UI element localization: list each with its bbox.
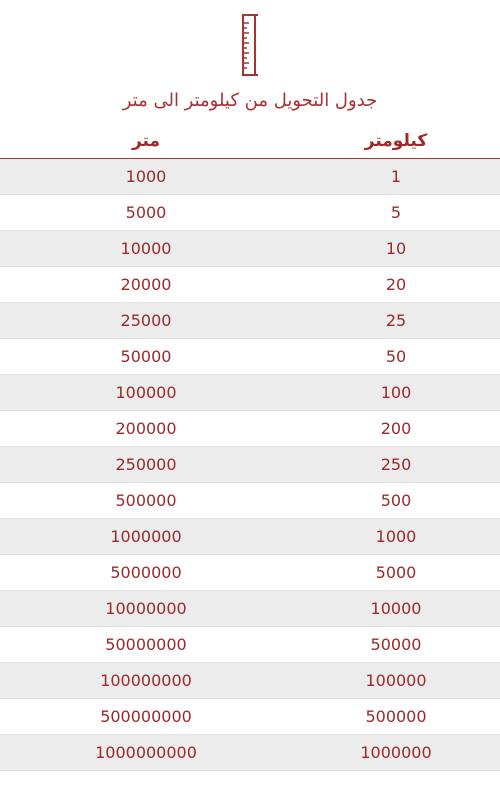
meter-cell: 50000000: [0, 627, 292, 663]
meter-cell: 1000: [0, 159, 292, 195]
header-icon-wrap: [0, 14, 500, 76]
meter-cell: 5000000: [0, 555, 292, 591]
column-header-meter: متر: [0, 123, 292, 159]
table-row: [0, 663, 500, 699]
km-cell: 100000: [292, 663, 500, 699]
table-row: [0, 411, 500, 447]
table-row: [0, 519, 500, 555]
header-row: [0, 123, 500, 159]
km-cell: 20: [292, 267, 500, 303]
km-cell: 10000: [292, 591, 500, 627]
meter-cell: 500000: [0, 483, 292, 519]
km-cell: 50: [292, 339, 500, 375]
km-cell: 5: [292, 195, 500, 231]
km-cell: 1000: [292, 519, 500, 555]
table-body: [0, 159, 500, 771]
page-title: جدول التحويل من كيلومتر الى متر: [122, 90, 378, 111]
table-row: [0, 735, 500, 771]
table-row: [0, 555, 500, 591]
ruler-icon: [240, 14, 260, 76]
table-row: [0, 447, 500, 483]
km-cell: 200: [292, 411, 500, 447]
table-row: [0, 483, 500, 519]
meter-cell: 1000000: [0, 519, 292, 555]
table-header: [0, 123, 500, 159]
table-row: [0, 591, 500, 627]
table-row: [0, 195, 500, 231]
table-row: [0, 627, 500, 663]
conversion-table: [0, 123, 500, 771]
column-header-kilometer: كيلومتر: [292, 123, 500, 159]
meter-cell: 25000: [0, 303, 292, 339]
meter-cell: 100000000: [0, 663, 292, 699]
table-row: [0, 159, 500, 195]
meter-cell: 200000: [0, 411, 292, 447]
km-cell: 5000: [292, 555, 500, 591]
meter-cell: 100000: [0, 375, 292, 411]
meter-cell: 20000: [0, 267, 292, 303]
km-cell: 1000000: [292, 735, 500, 771]
table-row: [0, 699, 500, 735]
km-cell: 50000: [292, 627, 500, 663]
km-cell: 100: [292, 375, 500, 411]
table-row: [0, 339, 500, 375]
meter-cell: 5000: [0, 195, 292, 231]
meter-cell: 10000: [0, 231, 292, 267]
meter-cell: 10000000: [0, 591, 292, 627]
meter-cell: 1000000000: [0, 735, 292, 771]
table-row: [0, 231, 500, 267]
table-row: [0, 267, 500, 303]
meter-cell: 250000: [0, 447, 292, 483]
km-cell: 25: [292, 303, 500, 339]
km-cell: 1: [292, 159, 500, 195]
km-cell: 500000: [292, 699, 500, 735]
km-cell: 250: [292, 447, 500, 483]
km-cell: 500: [292, 483, 500, 519]
meter-cell: 50000: [0, 339, 292, 375]
table-row: [0, 375, 500, 411]
table-row: [0, 303, 500, 339]
km-cell: 10: [292, 231, 500, 267]
meter-cell: 500000000: [0, 699, 292, 735]
